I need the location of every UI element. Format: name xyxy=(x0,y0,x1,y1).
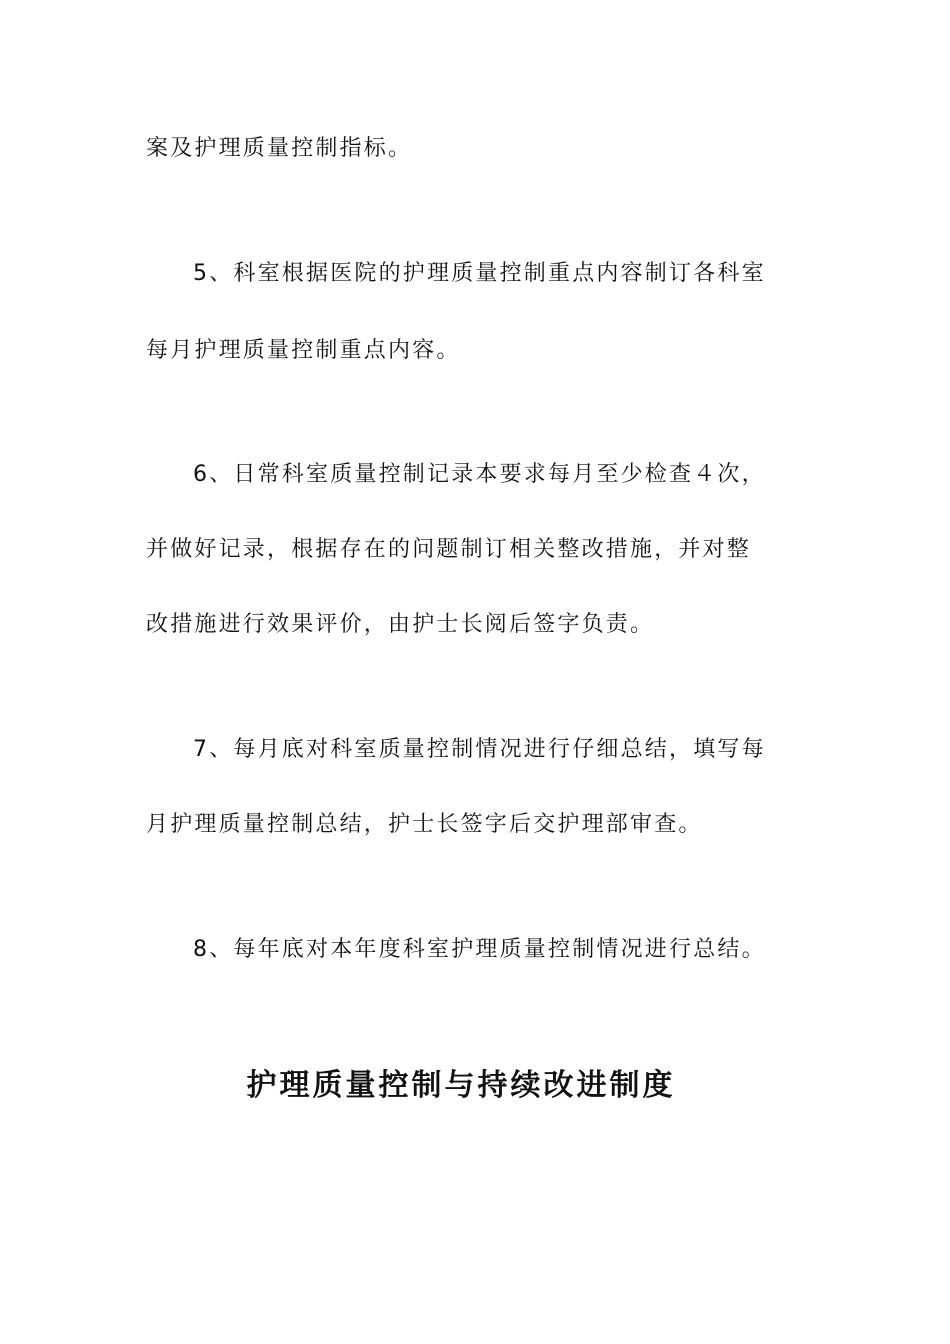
text-line-9: 8、每年底对本年度科室护理质量控制情况进行总结。 xyxy=(193,937,766,962)
text-line-8: 月护理质量控制总结，护士长签字后交护理部审查。 xyxy=(146,812,703,837)
text-line-1: 案及护理质量控制指标。 xyxy=(146,136,413,161)
text-line-4: 6、日常科室质量控制记录本要求每月至少检查４次， xyxy=(193,462,766,487)
text-line-7: 7、每月底对科室质量控制情况进行仔细总结，填写每 xyxy=(193,737,766,762)
text-line-5: 并做好记录，根据存在的问题制订相关整改措施，并对整 xyxy=(146,537,752,562)
text-line-3: 每月护理质量控制重点内容。 xyxy=(146,338,461,363)
section-heading: 护理质量控制与持续改进制度 xyxy=(246,1068,676,1103)
text-line-6: 改措施进行效果评价，由护士长阅后签字负责。 xyxy=(146,612,655,637)
text-line-2: 5、科室根据医院的护理质量控制重点内容制订各科室 xyxy=(193,261,766,286)
